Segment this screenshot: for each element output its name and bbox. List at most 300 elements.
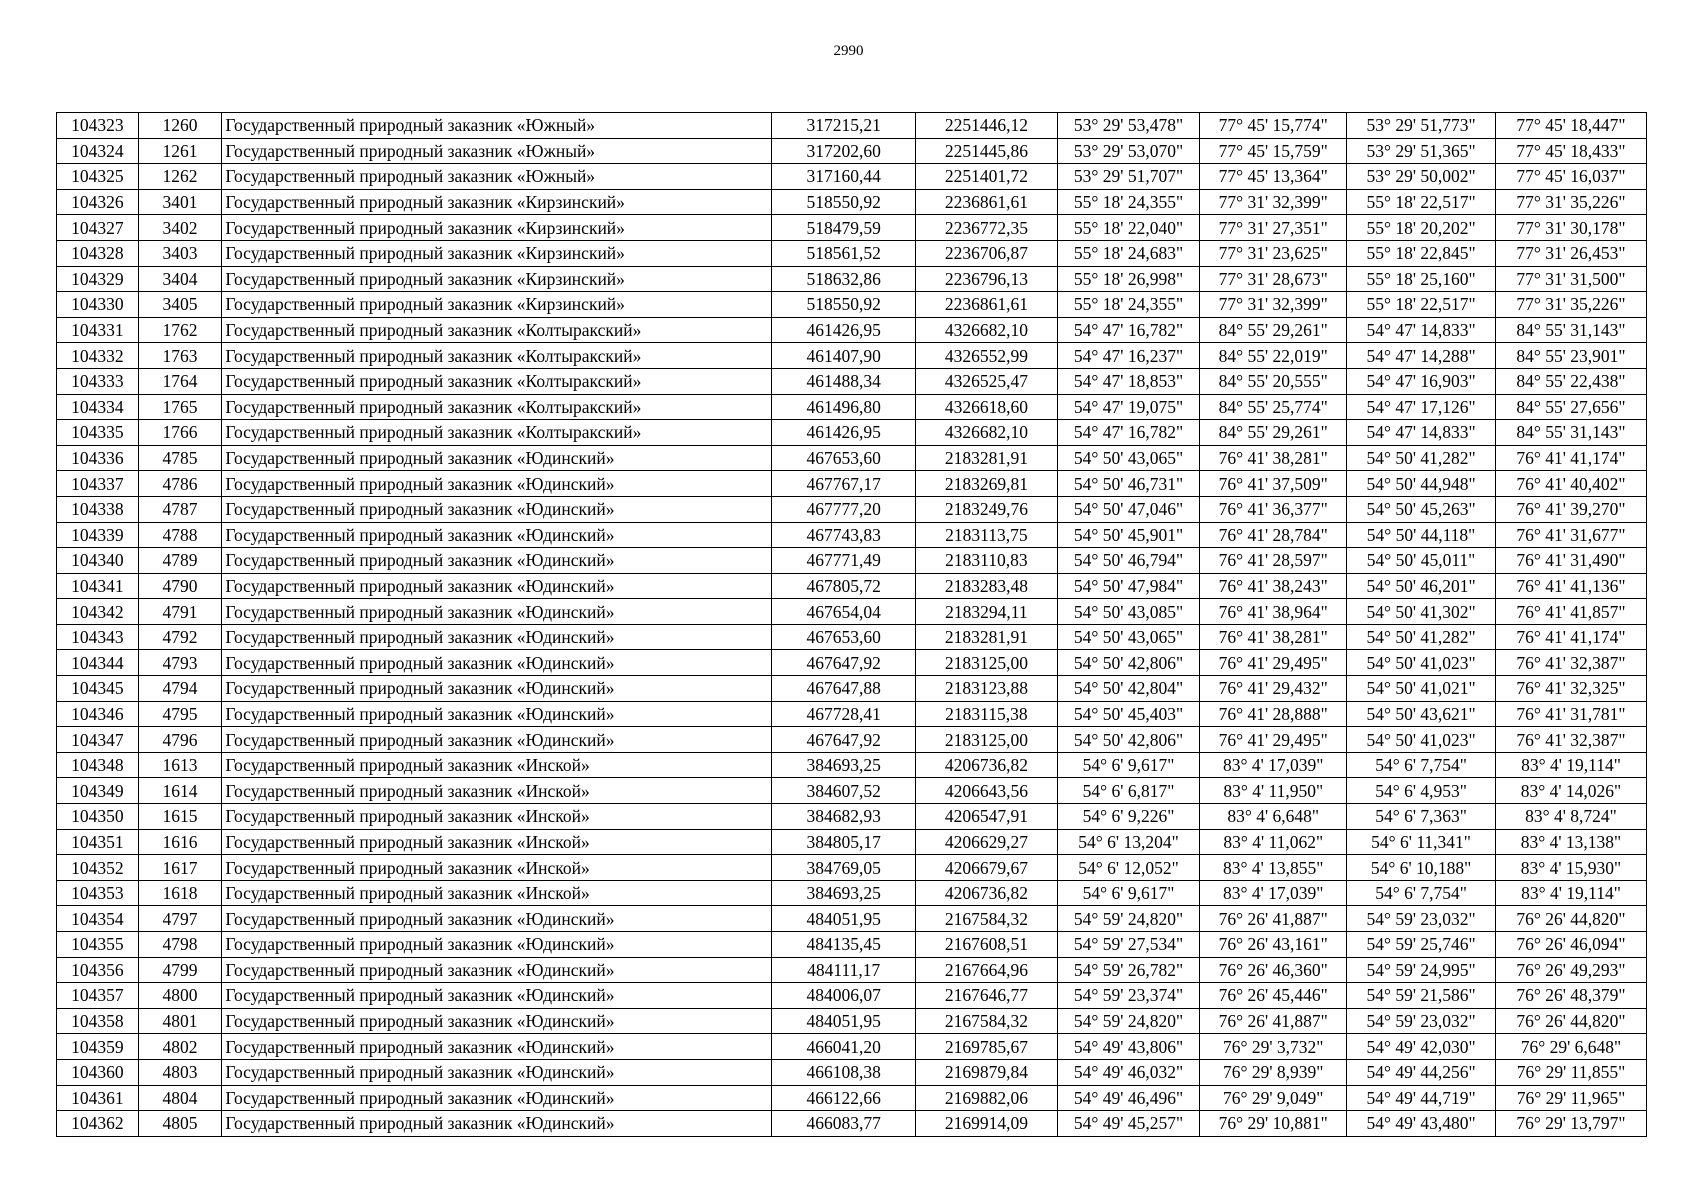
table-row (57, 1034, 1647, 1060)
latitude-cell: 55° 18' 24,683" (1057, 240, 1200, 266)
longitude-alt-cell: 76° 29' 11,965" (1496, 1085, 1647, 1111)
longitude-alt-cell: 76° 41' 32,387" (1496, 727, 1647, 753)
latitude-cell: 54° 59' 24,820" (1057, 1008, 1200, 1034)
y-coordinate-cell: 4326682,10 (916, 420, 1058, 446)
y-coordinate-cell: 2183281,91 (916, 445, 1058, 471)
table-row (57, 394, 1647, 420)
reserve-name-cell: Государственный природный заказник «Юдинский» (222, 1008, 772, 1034)
reserve-name-cell: Государственный природный заказник «Юдинский» (222, 957, 772, 983)
point-number-cell: 1618 (138, 880, 222, 906)
latitude-alt-cell: 53° 29' 50,002" (1347, 164, 1496, 190)
point-number-cell: 4796 (138, 727, 222, 753)
x-coordinate-cell: 518561,52 (772, 240, 916, 266)
latitude-alt-cell: 54° 47' 14,288" (1347, 343, 1496, 369)
y-coordinate-cell: 2183113,75 (916, 522, 1058, 548)
latitude-cell: 54° 50' 42,804" (1057, 676, 1200, 702)
record-id-cell: 104355 (57, 932, 139, 958)
latitude-alt-cell: 54° 50' 46,201" (1347, 573, 1496, 599)
reserve-name-cell: Государственный природный заказник «Кирзинский» (222, 240, 772, 266)
reserve-name-cell: Государственный природный заказник «Юдинский» (222, 522, 772, 548)
latitude-alt-cell: 54° 50' 41,302" (1347, 599, 1496, 625)
reserve-name-cell: Государственный природный заказник «Юдинский» (222, 445, 772, 471)
longitude-cell: 83° 4' 6,648" (1200, 804, 1347, 830)
longitude-cell: 76° 41' 28,888" (1200, 701, 1347, 727)
table-row (57, 624, 1647, 650)
latitude-alt-cell: 54° 50' 44,118" (1347, 522, 1496, 548)
x-coordinate-cell: 384682,93 (772, 804, 916, 830)
x-coordinate-cell: 466083,77 (772, 1111, 916, 1137)
x-coordinate-cell: 518632,86 (772, 266, 916, 292)
longitude-cell: 84° 55' 20,555" (1200, 368, 1347, 394)
reserve-name-cell: Государственный природный заказник «Южный» (222, 164, 772, 190)
y-coordinate-cell: 4206547,91 (916, 804, 1058, 830)
latitude-alt-cell: 55° 18' 22,517" (1347, 189, 1496, 215)
record-id-cell: 104329 (57, 266, 139, 292)
longitude-alt-cell: 77° 31' 30,178" (1496, 215, 1647, 241)
y-coordinate-cell: 4206629,27 (916, 829, 1058, 855)
point-number-cell: 4804 (138, 1085, 222, 1111)
longitude-alt-cell: 77° 31' 35,226" (1496, 292, 1647, 318)
record-id-cell: 104332 (57, 343, 139, 369)
table-row (57, 368, 1647, 394)
longitude-alt-cell: 77° 45' 16,037" (1496, 164, 1647, 190)
x-coordinate-cell: 461426,95 (772, 420, 916, 446)
y-coordinate-cell: 2183294,11 (916, 599, 1058, 625)
table-row (57, 650, 1647, 676)
table-row (57, 522, 1647, 548)
longitude-alt-cell: 76° 26' 46,094" (1496, 932, 1647, 958)
longitude-cell: 76° 41' 38,281" (1200, 624, 1347, 650)
longitude-cell: 76° 26' 41,887" (1200, 906, 1347, 932)
latitude-alt-cell: 54° 47' 17,126" (1347, 394, 1496, 420)
reserve-name-cell: Государственный природный заказник «Кирзинский» (222, 292, 772, 318)
latitude-alt-cell: 53° 29' 51,365" (1347, 138, 1496, 164)
longitude-cell: 76° 41' 29,432" (1200, 676, 1347, 702)
latitude-cell: 54° 49' 45,257" (1057, 1111, 1200, 1137)
point-number-cell: 4803 (138, 1059, 222, 1085)
latitude-alt-cell: 54° 47' 14,833" (1347, 317, 1496, 343)
y-coordinate-cell: 2251446,12 (916, 113, 1058, 139)
x-coordinate-cell: 467805,72 (772, 573, 916, 599)
latitude-alt-cell: 54° 50' 41,021" (1347, 676, 1496, 702)
longitude-cell: 77° 45' 13,364" (1200, 164, 1347, 190)
longitude-cell: 84° 55' 25,774" (1200, 394, 1347, 420)
longitude-cell: 77° 31' 27,351" (1200, 215, 1347, 241)
x-coordinate-cell: 484006,07 (772, 983, 916, 1009)
longitude-cell: 76° 29' 3,732" (1200, 1034, 1347, 1060)
latitude-cell: 54° 47' 16,782" (1057, 420, 1200, 446)
longitude-alt-cell: 84° 55' 27,656" (1496, 394, 1647, 420)
record-id-cell: 104335 (57, 420, 139, 446)
reserve-name-cell: Государственный природный заказник «Юдинский» (222, 548, 772, 574)
latitude-alt-cell: 55° 18' 22,517" (1347, 292, 1496, 318)
point-number-cell: 1613 (138, 752, 222, 778)
y-coordinate-cell: 2183125,00 (916, 727, 1058, 753)
record-id-cell: 104358 (57, 1008, 139, 1034)
point-number-cell: 4802 (138, 1034, 222, 1060)
table-row (57, 957, 1647, 983)
longitude-cell: 83° 4' 11,950" (1200, 778, 1347, 804)
latitude-alt-cell: 54° 6' 7,754" (1347, 880, 1496, 906)
longitude-cell: 77° 31' 23,625" (1200, 240, 1347, 266)
reserve-name-cell: Государственный природный заказник «Инской» (222, 829, 772, 855)
longitude-cell: 84° 55' 22,019" (1200, 343, 1347, 369)
table-row (57, 829, 1647, 855)
longitude-cell: 76° 26' 46,360" (1200, 957, 1347, 983)
point-number-cell: 3404 (138, 266, 222, 292)
longitude-alt-cell: 77° 45' 18,433" (1496, 138, 1647, 164)
record-id-cell: 104327 (57, 215, 139, 241)
point-number-cell: 1261 (138, 138, 222, 164)
latitude-alt-cell: 54° 6' 7,754" (1347, 752, 1496, 778)
record-id-cell: 104344 (57, 650, 139, 676)
latitude-cell: 54° 50' 45,901" (1057, 522, 1200, 548)
latitude-cell: 54° 50' 42,806" (1057, 650, 1200, 676)
y-coordinate-cell: 2167584,32 (916, 1008, 1058, 1034)
latitude-alt-cell: 54° 50' 41,023" (1347, 650, 1496, 676)
reserve-name-cell: Государственный природный заказник «Юдинский» (222, 650, 772, 676)
table-row (57, 240, 1647, 266)
latitude-cell: 54° 50' 46,731" (1057, 471, 1200, 497)
latitude-cell: 54° 59' 23,374" (1057, 983, 1200, 1009)
longitude-cell: 77° 31' 32,399" (1200, 292, 1347, 318)
reserve-name-cell: Государственный природный заказник «Кирзинский» (222, 266, 772, 292)
record-id-cell: 104348 (57, 752, 139, 778)
record-id-cell: 104349 (57, 778, 139, 804)
table-row (57, 317, 1647, 343)
longitude-cell: 76° 41' 38,964" (1200, 599, 1347, 625)
y-coordinate-cell: 2236706,87 (916, 240, 1058, 266)
y-coordinate-cell: 2167664,96 (916, 957, 1058, 983)
x-coordinate-cell: 384805,17 (772, 829, 916, 855)
y-coordinate-cell: 4206736,82 (916, 752, 1058, 778)
x-coordinate-cell: 466108,38 (772, 1059, 916, 1085)
reserve-name-cell: Государственный природный заказник «Юдинский» (222, 1034, 772, 1060)
y-coordinate-cell: 2183283,48 (916, 573, 1058, 599)
table-row (57, 1059, 1647, 1085)
reserve-name-cell: Государственный природный заказник «Кирзинский» (222, 215, 772, 241)
record-id-cell: 104346 (57, 701, 139, 727)
longitude-cell: 83° 4' 17,039" (1200, 752, 1347, 778)
reserve-name-cell: Государственный природный заказник «Юдинский» (222, 983, 772, 1009)
record-id-cell: 104350 (57, 804, 139, 830)
latitude-cell: 54° 50' 45,403" (1057, 701, 1200, 727)
latitude-cell: 54° 49' 46,496" (1057, 1085, 1200, 1111)
reserve-name-cell: Государственный природный заказник «Кирзинский» (222, 189, 772, 215)
latitude-cell: 54° 6' 9,617" (1057, 752, 1200, 778)
longitude-alt-cell: 76° 26' 44,820" (1496, 906, 1647, 932)
x-coordinate-cell: 467743,83 (772, 522, 916, 548)
x-coordinate-cell: 467767,17 (772, 471, 916, 497)
latitude-cell: 54° 50' 43,065" (1057, 624, 1200, 650)
longitude-cell: 76° 29' 9,049" (1200, 1085, 1347, 1111)
x-coordinate-cell: 461496,80 (772, 394, 916, 420)
table-row (57, 855, 1647, 881)
y-coordinate-cell: 2167646,77 (916, 983, 1058, 1009)
latitude-alt-cell: 54° 50' 41,282" (1347, 445, 1496, 471)
point-number-cell: 4794 (138, 676, 222, 702)
y-coordinate-cell: 2236861,61 (916, 189, 1058, 215)
x-coordinate-cell: 518550,92 (772, 292, 916, 318)
latitude-alt-cell: 54° 49' 42,030" (1347, 1034, 1496, 1060)
longitude-cell: 76° 26' 45,446" (1200, 983, 1347, 1009)
latitude-cell: 54° 50' 46,794" (1057, 548, 1200, 574)
x-coordinate-cell: 518479,59 (772, 215, 916, 241)
longitude-alt-cell: 76° 41' 32,325" (1496, 676, 1647, 702)
longitude-alt-cell: 84° 55' 31,143" (1496, 420, 1647, 446)
table-row (57, 778, 1647, 804)
table-row (57, 983, 1647, 1009)
y-coordinate-cell: 2167584,32 (916, 906, 1058, 932)
x-coordinate-cell: 467647,92 (772, 727, 916, 753)
latitude-cell: 54° 59' 24,820" (1057, 906, 1200, 932)
longitude-alt-cell: 76° 41' 40,402" (1496, 471, 1647, 497)
record-id-cell: 104356 (57, 957, 139, 983)
table-row (57, 1008, 1647, 1034)
point-number-cell: 4785 (138, 445, 222, 471)
record-id-cell: 104325 (57, 164, 139, 190)
latitude-alt-cell: 54° 50' 44,948" (1347, 471, 1496, 497)
y-coordinate-cell: 2169785,67 (916, 1034, 1058, 1060)
longitude-alt-cell: 76° 26' 44,820" (1496, 1008, 1647, 1034)
y-coordinate-cell: 2183249,76 (916, 496, 1058, 522)
point-number-cell: 3403 (138, 240, 222, 266)
latitude-alt-cell: 54° 59' 24,995" (1347, 957, 1496, 983)
longitude-alt-cell: 76° 41' 32,387" (1496, 650, 1647, 676)
reserve-name-cell: Государственный природный заказник «Юдинский» (222, 727, 772, 753)
table-row (57, 880, 1647, 906)
record-id-cell: 104352 (57, 855, 139, 881)
y-coordinate-cell: 4206736,82 (916, 880, 1058, 906)
point-number-cell: 4792 (138, 624, 222, 650)
reserve-name-cell: Государственный природный заказник «Инской» (222, 804, 772, 830)
record-id-cell: 104323 (57, 113, 139, 139)
latitude-alt-cell: 54° 59' 21,586" (1347, 983, 1496, 1009)
latitude-alt-cell: 54° 47' 14,833" (1347, 420, 1496, 446)
y-coordinate-cell: 2183123,88 (916, 676, 1058, 702)
y-coordinate-cell: 4326618,60 (916, 394, 1058, 420)
point-number-cell: 1765 (138, 394, 222, 420)
table-row (57, 113, 1647, 139)
latitude-cell: 54° 47' 16,237" (1057, 343, 1200, 369)
longitude-cell: 83° 4' 13,855" (1200, 855, 1347, 881)
y-coordinate-cell: 2183125,00 (916, 650, 1058, 676)
latitude-alt-cell: 54° 50' 45,263" (1347, 496, 1496, 522)
record-id-cell: 104338 (57, 496, 139, 522)
latitude-cell: 54° 49' 46,032" (1057, 1059, 1200, 1085)
latitude-alt-cell: 54° 50' 43,621" (1347, 701, 1496, 727)
table-row (57, 189, 1647, 215)
point-number-cell: 1260 (138, 113, 222, 139)
reserve-name-cell: Государственный природный заказник «Юдинский» (222, 1059, 772, 1085)
table-row (57, 215, 1647, 241)
longitude-alt-cell: 76° 41' 31,781" (1496, 701, 1647, 727)
table-row (57, 292, 1647, 318)
point-number-cell: 4789 (138, 548, 222, 574)
point-number-cell: 4788 (138, 522, 222, 548)
point-number-cell: 1766 (138, 420, 222, 446)
latitude-cell: 53° 29' 53,070" (1057, 138, 1200, 164)
longitude-alt-cell: 77° 31' 26,453" (1496, 240, 1647, 266)
longitude-cell: 76° 26' 41,887" (1200, 1008, 1347, 1034)
reserve-name-cell: Государственный природный заказник «Южный» (222, 138, 772, 164)
longitude-alt-cell: 83° 4' 8,724" (1496, 804, 1647, 830)
latitude-cell: 54° 59' 27,534" (1057, 932, 1200, 958)
y-coordinate-cell: 4206643,56 (916, 778, 1058, 804)
longitude-alt-cell: 77° 45' 18,447" (1496, 113, 1647, 139)
record-id-cell: 104331 (57, 317, 139, 343)
latitude-alt-cell: 55° 18' 25,160" (1347, 266, 1496, 292)
longitude-cell: 77° 45' 15,774" (1200, 113, 1347, 139)
longitude-alt-cell: 76° 41' 41,136" (1496, 573, 1647, 599)
latitude-cell: 54° 6' 9,226" (1057, 804, 1200, 830)
point-number-cell: 4798 (138, 932, 222, 958)
x-coordinate-cell: 317202,60 (772, 138, 916, 164)
point-number-cell: 4787 (138, 496, 222, 522)
longitude-cell: 76° 41' 29,495" (1200, 727, 1347, 753)
x-coordinate-cell: 384607,52 (772, 778, 916, 804)
latitude-cell: 53° 29' 51,707" (1057, 164, 1200, 190)
point-number-cell: 4799 (138, 957, 222, 983)
record-id-cell: 104362 (57, 1111, 139, 1137)
table-row (57, 599, 1647, 625)
longitude-cell: 77° 31' 32,399" (1200, 189, 1347, 215)
record-id-cell: 104341 (57, 573, 139, 599)
record-id-cell: 104334 (57, 394, 139, 420)
table-row (57, 445, 1647, 471)
longitude-alt-cell: 76° 29' 6,648" (1496, 1034, 1647, 1060)
y-coordinate-cell: 4326552,99 (916, 343, 1058, 369)
table-row (57, 266, 1647, 292)
point-number-cell: 4800 (138, 983, 222, 1009)
longitude-cell: 76° 41' 29,495" (1200, 650, 1347, 676)
table-row (57, 573, 1647, 599)
record-id-cell: 104340 (57, 548, 139, 574)
longitude-alt-cell: 76° 41' 31,490" (1496, 548, 1647, 574)
latitude-cell: 54° 6' 6,817" (1057, 778, 1200, 804)
y-coordinate-cell: 2251445,86 (916, 138, 1058, 164)
y-coordinate-cell: 2183269,81 (916, 471, 1058, 497)
x-coordinate-cell: 461426,95 (772, 317, 916, 343)
record-id-cell: 104324 (57, 138, 139, 164)
point-number-cell: 1615 (138, 804, 222, 830)
latitude-cell: 54° 47' 18,853" (1057, 368, 1200, 394)
x-coordinate-cell: 518550,92 (772, 189, 916, 215)
record-id-cell: 104347 (57, 727, 139, 753)
latitude-alt-cell: 54° 6' 10,188" (1347, 855, 1496, 881)
record-id-cell: 104353 (57, 880, 139, 906)
latitude-cell: 55° 18' 22,040" (1057, 215, 1200, 241)
y-coordinate-cell: 2169879,84 (916, 1059, 1058, 1085)
longitude-cell: 76° 41' 28,784" (1200, 522, 1347, 548)
point-number-cell: 4786 (138, 471, 222, 497)
y-coordinate-cell: 2183115,38 (916, 701, 1058, 727)
record-id-cell: 104359 (57, 1034, 139, 1060)
y-coordinate-cell: 4326525,47 (916, 368, 1058, 394)
reserve-name-cell: Государственный природный заказник «Колтыракский» (222, 317, 772, 343)
reserve-name-cell: Государственный природный заказник «Юдинский» (222, 624, 772, 650)
longitude-alt-cell: 83° 4' 13,138" (1496, 829, 1647, 855)
record-id-cell: 104330 (57, 292, 139, 318)
y-coordinate-cell: 2236861,61 (916, 292, 1058, 318)
x-coordinate-cell: 384693,25 (772, 880, 916, 906)
longitude-cell: 76° 41' 37,509" (1200, 471, 1347, 497)
table-row (57, 548, 1647, 574)
latitude-cell: 54° 49' 43,806" (1057, 1034, 1200, 1060)
longitude-alt-cell: 76° 26' 49,293" (1496, 957, 1647, 983)
y-coordinate-cell: 2251401,72 (916, 164, 1058, 190)
table-row (57, 932, 1647, 958)
longitude-alt-cell: 77° 31' 31,500" (1496, 266, 1647, 292)
point-number-cell: 4791 (138, 599, 222, 625)
longitude-alt-cell: 76° 29' 13,797" (1496, 1111, 1647, 1137)
table-row (57, 496, 1647, 522)
y-coordinate-cell: 2236796,13 (916, 266, 1058, 292)
point-number-cell: 4790 (138, 573, 222, 599)
longitude-alt-cell: 83° 4' 19,114" (1496, 752, 1647, 778)
longitude-alt-cell: 84° 55' 23,901" (1496, 343, 1647, 369)
point-number-cell: 4805 (138, 1111, 222, 1137)
longitude-cell: 76° 29' 8,939" (1200, 1059, 1347, 1085)
latitude-cell: 55° 18' 24,355" (1057, 189, 1200, 215)
longitude-cell: 76° 29' 10,881" (1200, 1111, 1347, 1137)
longitude-cell: 83° 4' 17,039" (1200, 880, 1347, 906)
latitude-cell: 54° 6' 12,052" (1057, 855, 1200, 881)
longitude-alt-cell: 83° 4' 14,026" (1496, 778, 1647, 804)
table-row (57, 1085, 1647, 1111)
longitude-alt-cell: 83° 4' 19,114" (1496, 880, 1647, 906)
x-coordinate-cell: 467647,88 (772, 676, 916, 702)
table-row (57, 343, 1647, 369)
latitude-alt-cell: 55° 18' 20,202" (1347, 215, 1496, 241)
table-row (57, 164, 1647, 190)
reserve-name-cell: Государственный природный заказник «Инской» (222, 880, 772, 906)
latitude-cell: 54° 50' 43,065" (1057, 445, 1200, 471)
latitude-cell: 55° 18' 24,355" (1057, 292, 1200, 318)
latitude-alt-cell: 54° 49' 44,719" (1347, 1085, 1496, 1111)
longitude-alt-cell: 84° 55' 31,143" (1496, 317, 1647, 343)
table-body (57, 113, 1647, 1137)
x-coordinate-cell: 484111,17 (772, 957, 916, 983)
point-number-cell: 4801 (138, 1008, 222, 1034)
longitude-cell: 76° 41' 36,377" (1200, 496, 1347, 522)
x-coordinate-cell: 467771,49 (772, 548, 916, 574)
longitude-alt-cell: 76° 26' 48,379" (1496, 983, 1647, 1009)
longitude-cell: 83° 4' 11,062" (1200, 829, 1347, 855)
point-number-cell: 1617 (138, 855, 222, 881)
latitude-cell: 54° 50' 47,046" (1057, 496, 1200, 522)
reserve-name-cell: Государственный природный заказник «Юдинский» (222, 676, 772, 702)
y-coordinate-cell: 4326682,10 (916, 317, 1058, 343)
longitude-cell: 76° 41' 38,281" (1200, 445, 1347, 471)
record-id-cell: 104361 (57, 1085, 139, 1111)
latitude-cell: 54° 50' 43,085" (1057, 599, 1200, 625)
table-row (57, 804, 1647, 830)
point-number-cell: 3405 (138, 292, 222, 318)
x-coordinate-cell: 467728,41 (772, 701, 916, 727)
latitude-cell: 54° 50' 47,984" (1057, 573, 1200, 599)
reserve-name-cell: Государственный природный заказник «Юдинский» (222, 496, 772, 522)
table-row (57, 420, 1647, 446)
point-number-cell: 1262 (138, 164, 222, 190)
x-coordinate-cell: 461407,90 (772, 343, 916, 369)
latitude-alt-cell: 53° 29' 51,773" (1347, 113, 1496, 139)
x-coordinate-cell: 467653,60 (772, 624, 916, 650)
point-number-cell: 3401 (138, 189, 222, 215)
x-coordinate-cell: 467654,04 (772, 599, 916, 625)
longitude-alt-cell: 76° 41' 31,677" (1496, 522, 1647, 548)
record-id-cell: 104339 (57, 522, 139, 548)
